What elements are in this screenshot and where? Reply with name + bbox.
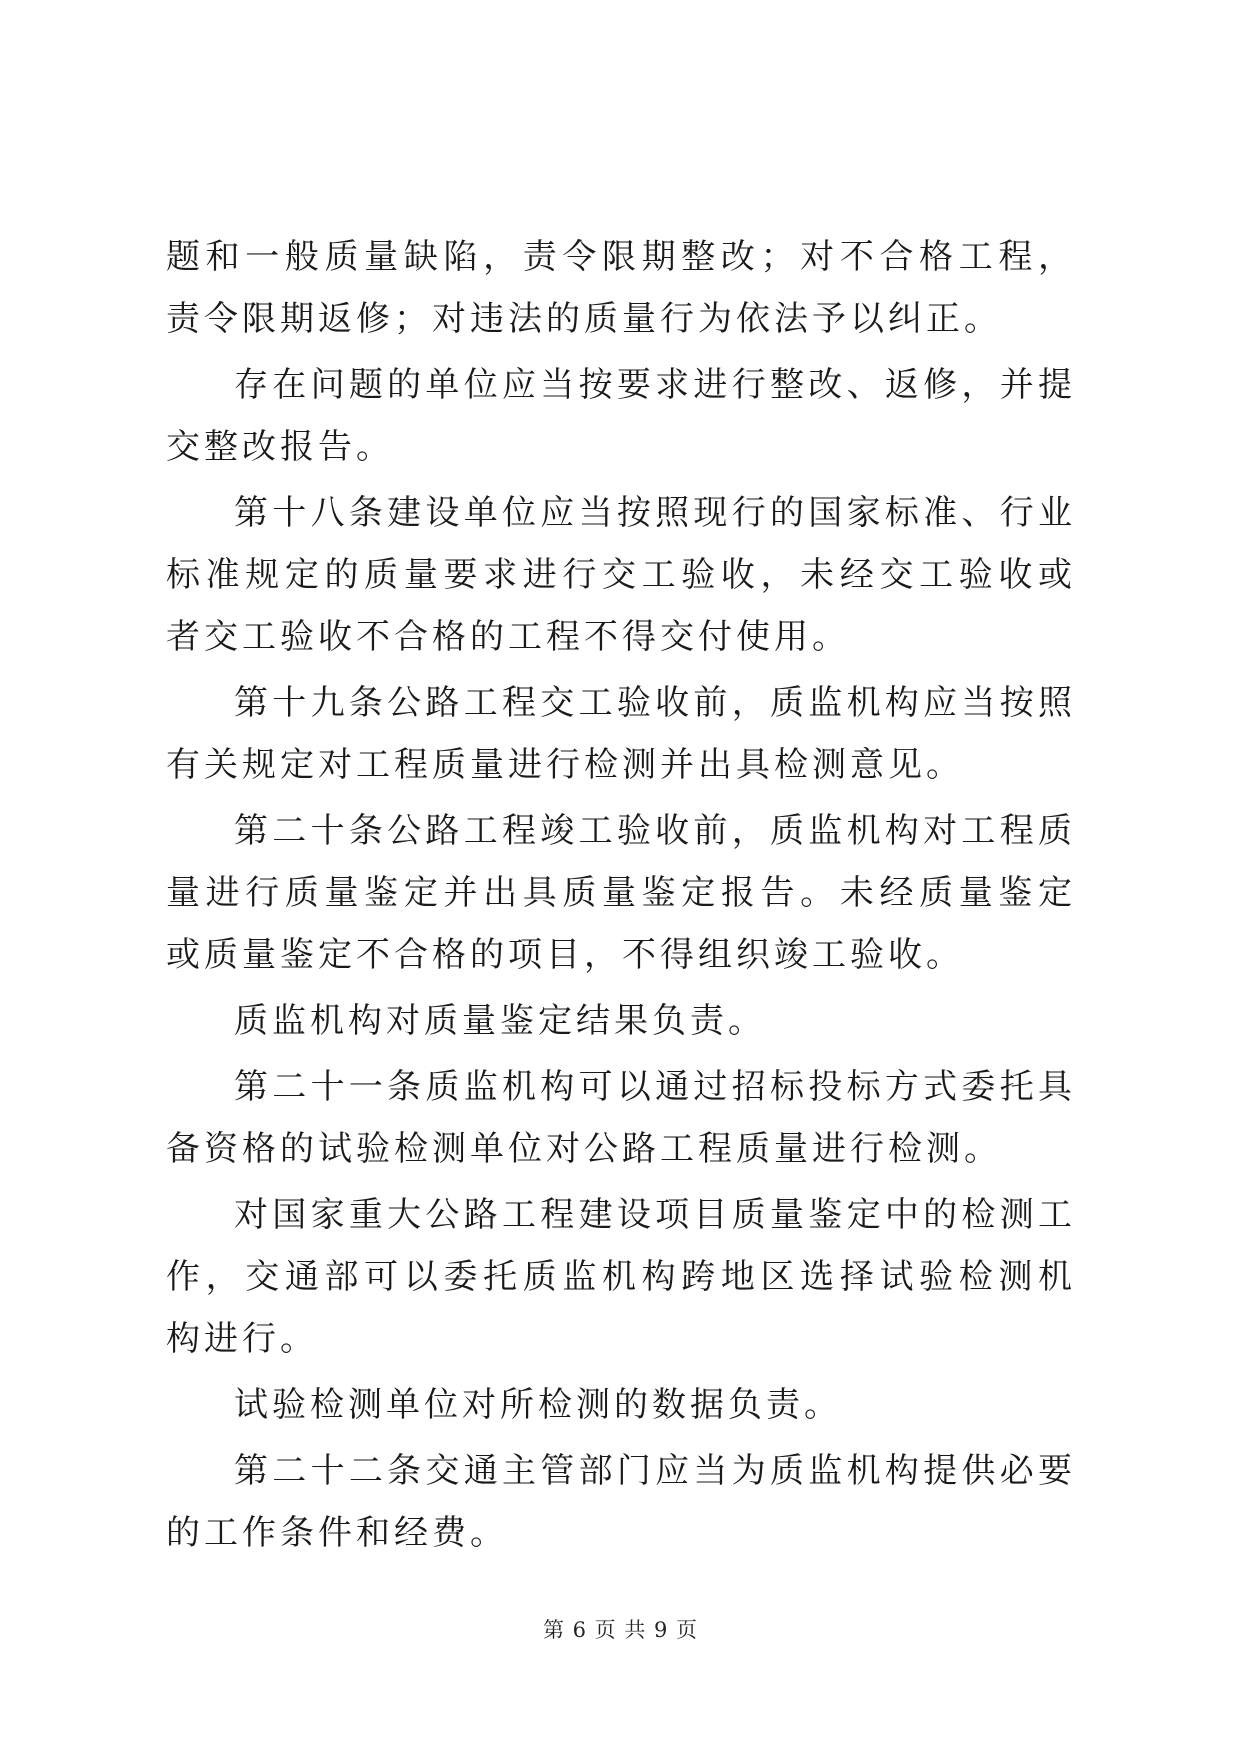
paragraph-1: 题和一般质量缺陷，责令限期整改；对不合格工程，责令限期返修；对违法的质量行为依法予以纠正。	[166, 237, 1076, 339]
document-body	[166, 226, 1076, 1568]
page-number-footer: 第 6 页 共 9 页	[542, 1618, 699, 1642]
paragraph-9: 试验检测单位对所检测的数据负责。	[234, 1385, 842, 1425]
paragraph-3: 第十八条建设单位应当按照现行的国家标准、行业标准规定的质量要求进行交工验收，未经交工验收或者交工验收不合格的工程不得交付使用。	[166, 493, 1076, 657]
paragraph-5: 第二十条公路工程竣工验收前，质监机构对工程质量进行质量鉴定并出具质量鉴定报告。未经质量鉴定或质量鉴定不合格的项目，不得组织竣工验收。	[166, 811, 1076, 975]
paragraph-10: 第二十二条交通主管部门应当为质监机构提供必要的工作条件和经费。	[166, 1451, 1076, 1553]
paragraph-2: 存在问题的单位应当按要求进行整改、返修，并提交整改报告。	[166, 365, 1076, 467]
paragraph-6: 质监机构对质量鉴定结果负责。	[234, 1001, 766, 1041]
paragraph-4: 第十九条公路工程交工验收前，质监机构应当按照有关规定对工程质量进行检测并出具检测意见。	[166, 683, 1076, 785]
paragraph-7: 第二十一条质监机构可以通过招标投标方式委托具备资格的试验检测单位对公路工程质量进行检测。	[166, 1067, 1076, 1169]
paragraph-8: 对国家重大公路工程建设项目质量鉴定中的检测工作，交通部可以委托质监机构跨地区选择试验检测机构进行。	[166, 1195, 1076, 1359]
